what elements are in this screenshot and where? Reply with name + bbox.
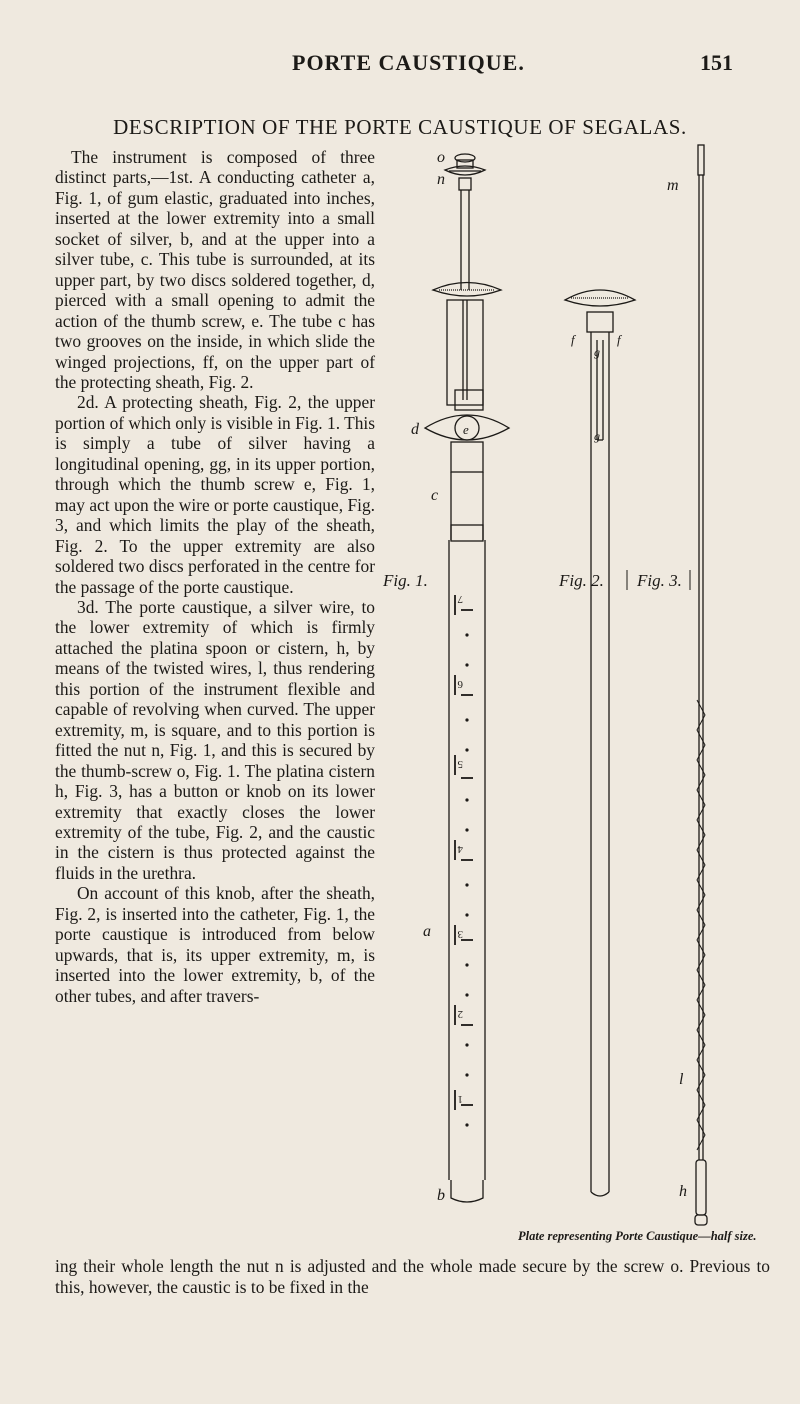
running-title: PORTE CAUSTIQUE. bbox=[292, 50, 525, 75]
paragraph-1: The instrument is composed of three distinct parts,—1st. A conducting catheter a, Fig. 1, of gum elastic, graduated into inches, inserted at the lower extremity into a small socket of silver, b, and at the upper into a silver tube, c. This tube is surrounded, at its upper part, by two discs soldered together, d, pierced with a small opening to admit the action of the thumb screw, e. The tube c has two grooves on the inside, in which slide the winged projections, ff, on the upper part of the protecting sheath, Fig. 2. bbox=[55, 147, 375, 392]
plate-caption: Plate representing Porte Caustique—half size. bbox=[518, 1229, 757, 1243]
body-text-column bbox=[55, 147, 375, 1006]
label-g-top: g bbox=[594, 345, 600, 359]
fig3-drawing bbox=[695, 145, 707, 1225]
label-m: m bbox=[667, 177, 679, 194]
scale-mark-3: 3 bbox=[457, 928, 463, 940]
fig1-scale-dots bbox=[465, 633, 468, 1126]
label-g-bottom: g bbox=[594, 429, 600, 443]
label-h: h bbox=[679, 1183, 687, 1200]
scale-mark-2: 2 bbox=[457, 1008, 463, 1020]
paragraph-2: 2d. A protecting sheath, Fig. 2, the upper portion of which only is visible in Fig. 1. This is simply a tube of silver having a longitudinal opening, gg, in its upper portion, through which the thumb screw e, Fig. 1, may act upon the wire or porte caustique, Fig. 3, and which limits the play of the sheath, Fig. 2. To the upper extremity are also soldered two discs perforated in the centre for the passage of the porte caustique. bbox=[55, 392, 375, 597]
scale-mark-5: 5 bbox=[457, 758, 463, 770]
scale-mark-6: 6 bbox=[457, 678, 463, 690]
scale-mark-4: 4 bbox=[457, 843, 463, 855]
section-title: DESCRIPTION OF THE PORTE CAUSTIQUE OF SEGALAS. bbox=[113, 115, 687, 139]
paragraph-5: ing their whole length the nut n is adjusted and the whole made secure by the screw o. Previous to this, however, the caustic is to be fixed in the bbox=[55, 1256, 770, 1297]
label-a: a bbox=[423, 923, 431, 940]
paragraph-4: On account of this knob, after the sheath, Fig. 2, is inserted into the catheter, Fig. 1, the porte caustique is introduced from below upwards, that is, its upper extremity, m, is inserted into the lower extremity, b, of the other tubes, and after travers- bbox=[55, 883, 375, 1006]
label-o: o bbox=[437, 149, 445, 166]
label-c: c bbox=[431, 487, 439, 504]
label-f-left: f bbox=[571, 332, 575, 347]
label-e: e bbox=[463, 422, 469, 437]
label-n: n bbox=[437, 171, 445, 188]
instrument-plate bbox=[375, 140, 795, 1240]
fig3-label: Fig. 3. bbox=[637, 571, 682, 590]
fig1-label: Fig. 1. bbox=[383, 571, 428, 590]
paragraph-3: 3d. The porte caustique, a silver wire, to the lower extremity of which is firmly attached the platina spoon or cistern, h, by means of the twisted wires, l, thus rendering this portion of the instrument flexible and capable of revolving when curved. The upper extremity, m, is square, and to this portion is fitted the nut n, Fig. 1, and this is secured by the thumb-screw o, Fig. 1. The platina cistern h, Fig. 3, has a button or knob on its lower extremity that exactly closes the lower extremity of the tube, Fig. 2, and the caustic in the cistern is thus protected against the fluids in the urethra. bbox=[55, 596, 375, 883]
label-f-right: f bbox=[617, 332, 621, 347]
page-number: 151 bbox=[700, 50, 733, 75]
label-b: b bbox=[437, 1187, 445, 1204]
label-l: l bbox=[679, 1071, 684, 1088]
label-d: d bbox=[411, 421, 419, 438]
scale-mark-7: 7 bbox=[457, 593, 463, 605]
fig2-drawing bbox=[565, 290, 635, 1196]
fig2-label: Fig. 2. bbox=[559, 571, 604, 590]
page-header bbox=[0, 50, 800, 90]
scale-mark-1: 1 bbox=[457, 1093, 463, 1105]
full-width-text bbox=[55, 1256, 770, 1297]
